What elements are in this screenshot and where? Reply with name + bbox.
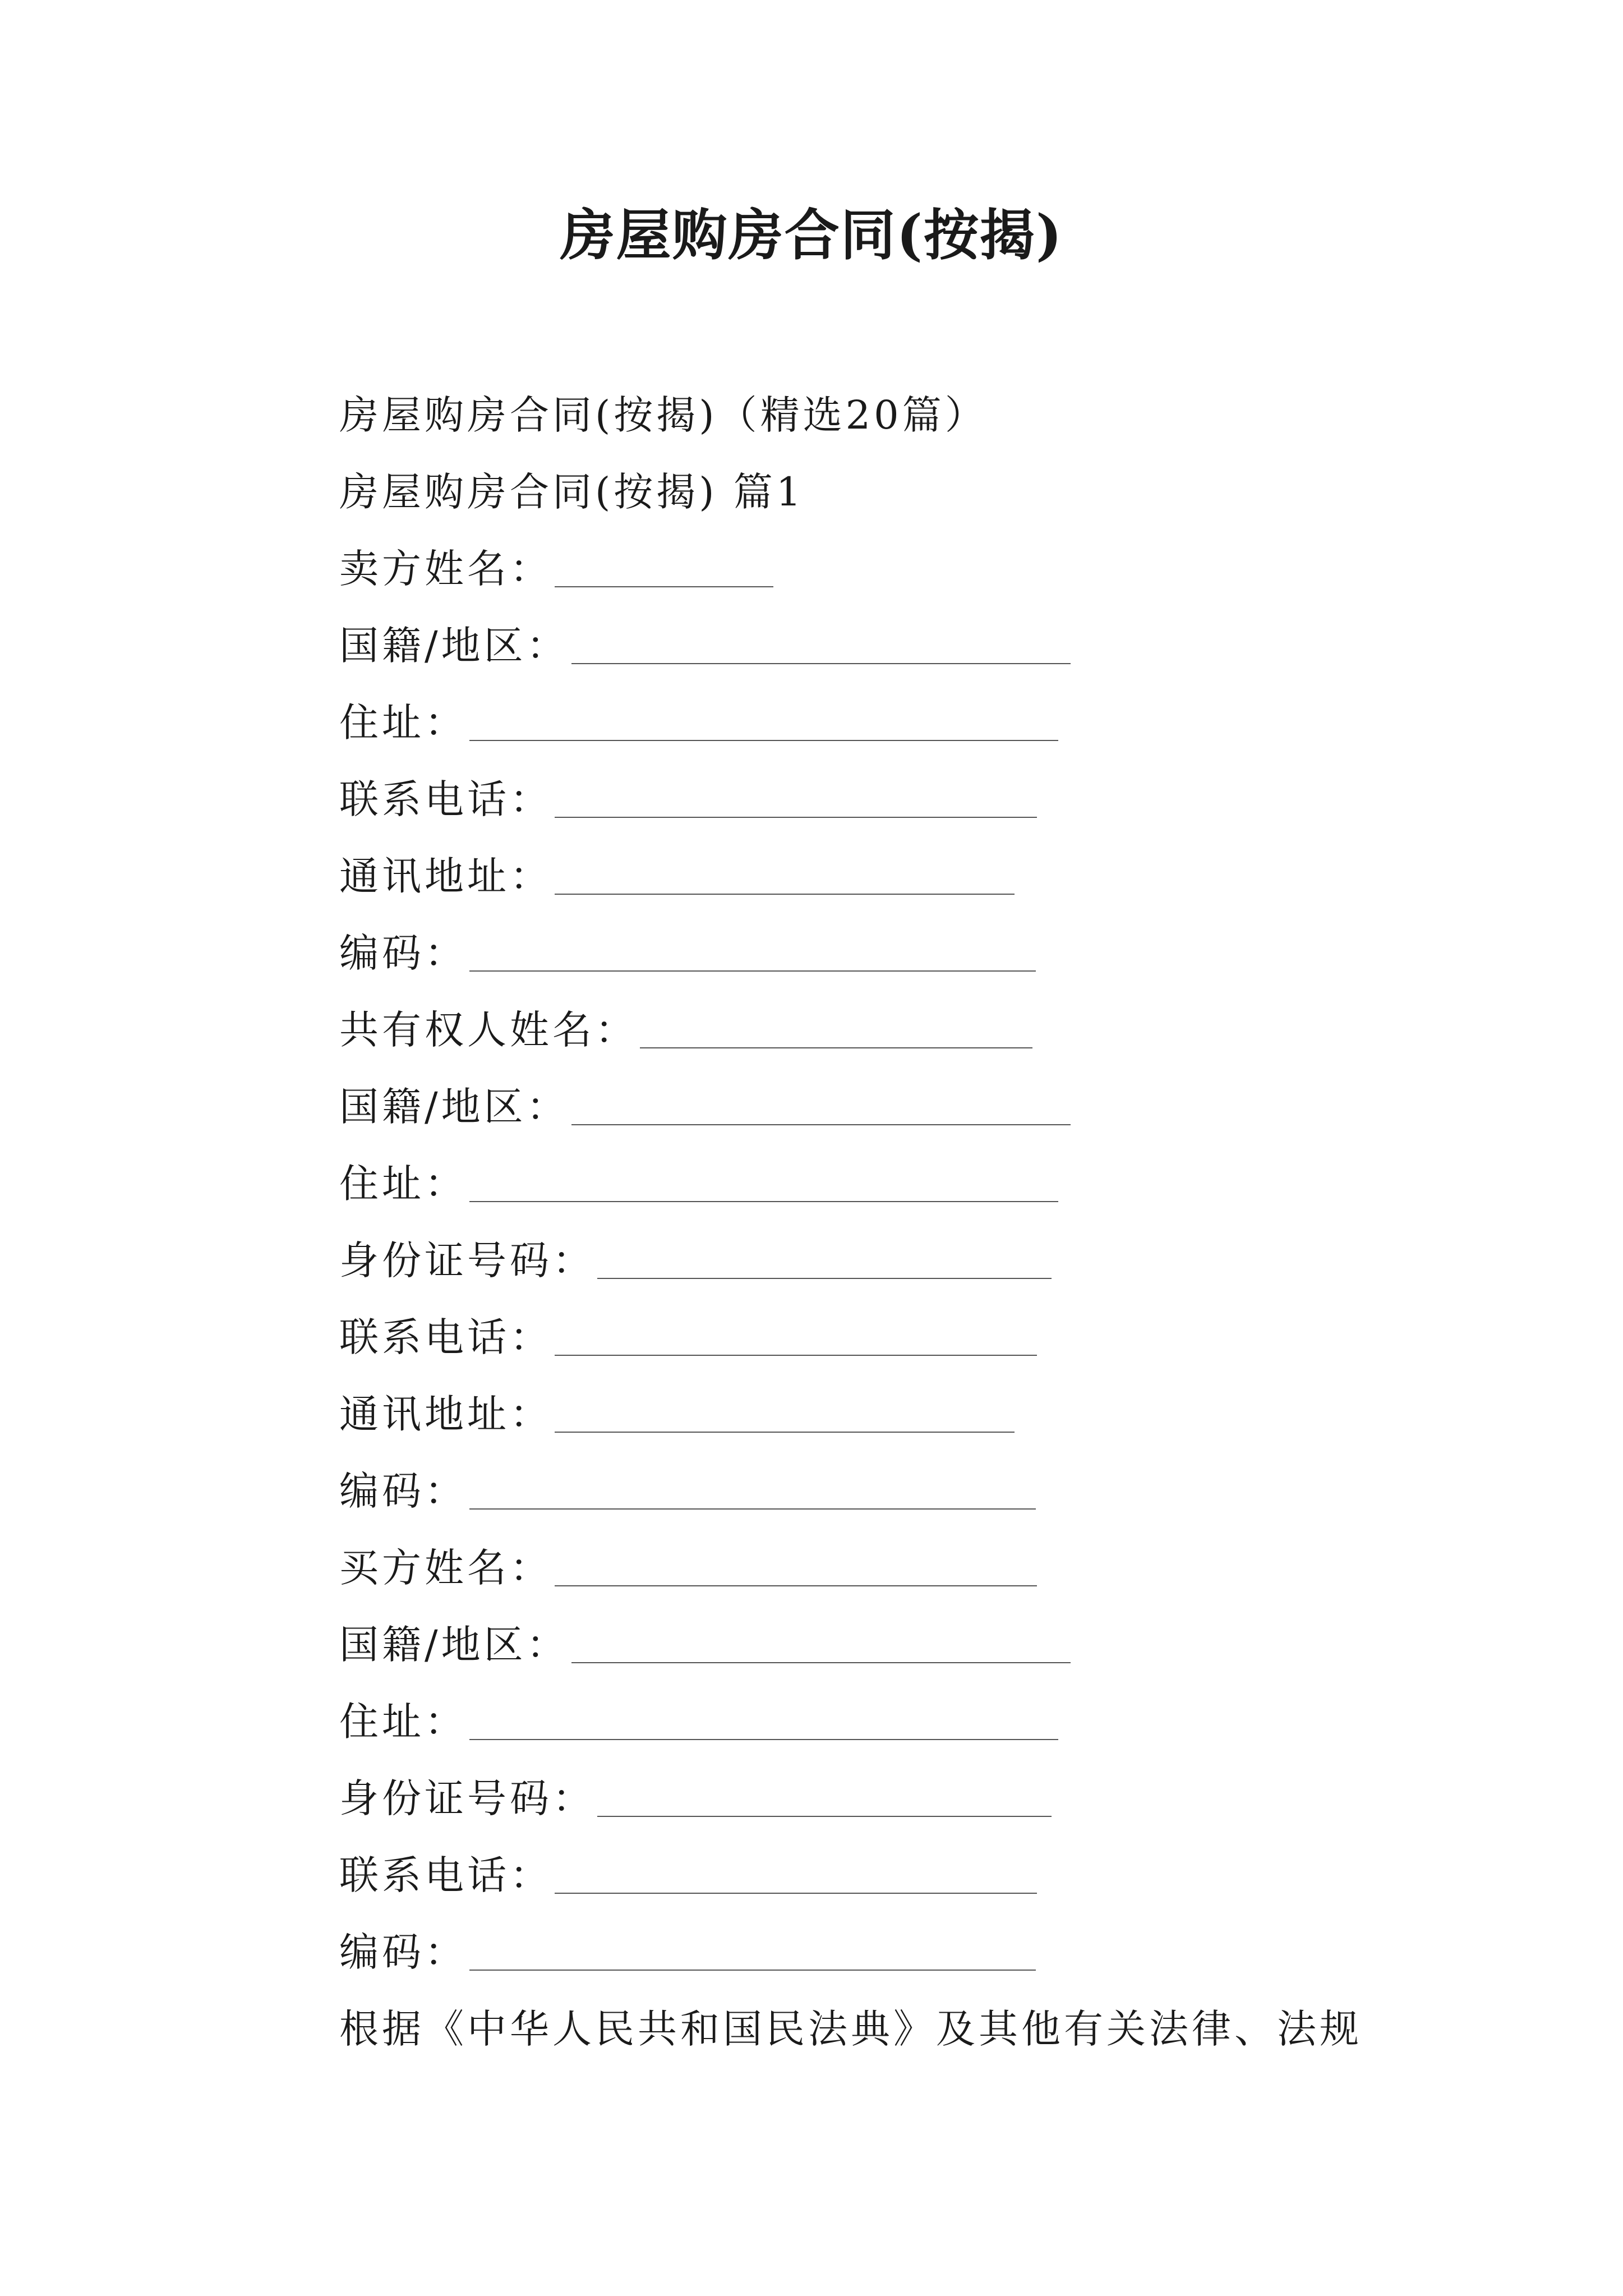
field-label: 通讯地址： [339,853,552,899]
seller-nationality-field [339,608,1517,684]
field-label: 通讯地址： [339,1391,552,1437]
field-label: 国籍/地区： [339,1084,569,1130]
seller-name-field [339,531,1517,608]
blank-underline[interactable] [597,1243,1052,1279]
blank-underline[interactable] [469,1704,1058,1740]
seller-address-field [339,684,1517,761]
field-label: 联系电话： [339,776,552,822]
buyer-nationality-field [339,1607,1517,1683]
field-label: 身份证号码： [339,1237,595,1283]
field-label: 卖方姓名： [339,546,552,592]
co-owner-name-field [339,992,1517,1069]
buyer-postcode-field [339,1914,1517,1991]
section-heading [339,454,1517,531]
co-owner-phone-field [339,1299,1517,1376]
blank-underline[interactable] [469,705,1058,741]
blank-underline[interactable] [555,1397,1015,1433]
seller-phone-field [339,761,1517,838]
document-body [339,377,1517,2068]
co-owner-nationality-field [339,1069,1517,1145]
blank-underline[interactable] [555,1550,1037,1586]
buyer-id-field [339,1760,1517,1837]
field-label: 联系电话： [339,1852,552,1898]
blank-underline[interactable] [555,1858,1037,1894]
field-label: 国籍/地区： [339,1622,569,1668]
co-owner-mailing-address-field [339,1376,1517,1453]
field-label: 编码： [339,1929,467,1975]
field-label: 国籍/地区： [339,623,569,669]
buyer-name-field [339,1530,1517,1607]
blank-underline[interactable] [469,936,1036,972]
line-text: 根据《中华人民共和国民法典》及其他有关法律、法规 [339,2006,1362,2052]
document-title: 房屋购房合同(按揭) [560,203,1063,268]
field-label: 住址： [339,1699,467,1745]
blank-underline[interactable] [571,1089,1071,1125]
field-label: 联系电话： [339,1314,552,1360]
line-text: 房屋购房合同(按揭)（精选20篇） [339,392,988,438]
blank-underline[interactable] [555,859,1015,895]
paragraph-line [339,1991,1517,2068]
field-label: 身份证号码： [339,1775,595,1821]
field-label: 共有权人姓名： [339,1007,638,1053]
line-text: 房屋购房合同(按揭) 篇1 [339,469,805,515]
buyer-phone-field [339,1837,1517,1914]
co-owner-address-field [339,1145,1517,1222]
field-label: 住址： [339,700,467,746]
field-label: 编码： [339,1468,467,1514]
seller-mailing-address-field [339,838,1517,915]
co-owner-postcode-field [339,1453,1517,1530]
seller-postcode-field [339,915,1517,992]
blank-underline[interactable] [469,1166,1058,1202]
blank-underline[interactable] [555,1320,1037,1356]
blank-underline[interactable] [571,1627,1071,1663]
field-label: 买方姓名： [339,1545,552,1591]
subtitle-line [339,377,1517,454]
blank-underline[interactable] [555,782,1037,818]
blank-underline[interactable] [555,551,773,587]
co-owner-id-field [339,1222,1517,1299]
blank-underline[interactable] [469,1474,1036,1510]
field-label: 编码： [339,930,467,976]
blank-underline[interactable] [597,1781,1052,1817]
blank-underline[interactable] [571,628,1071,664]
field-label: 住址： [339,1161,467,1207]
buyer-address-field [339,1683,1517,1760]
blank-underline[interactable] [640,1013,1032,1048]
blank-underline[interactable] [469,1935,1036,1971]
